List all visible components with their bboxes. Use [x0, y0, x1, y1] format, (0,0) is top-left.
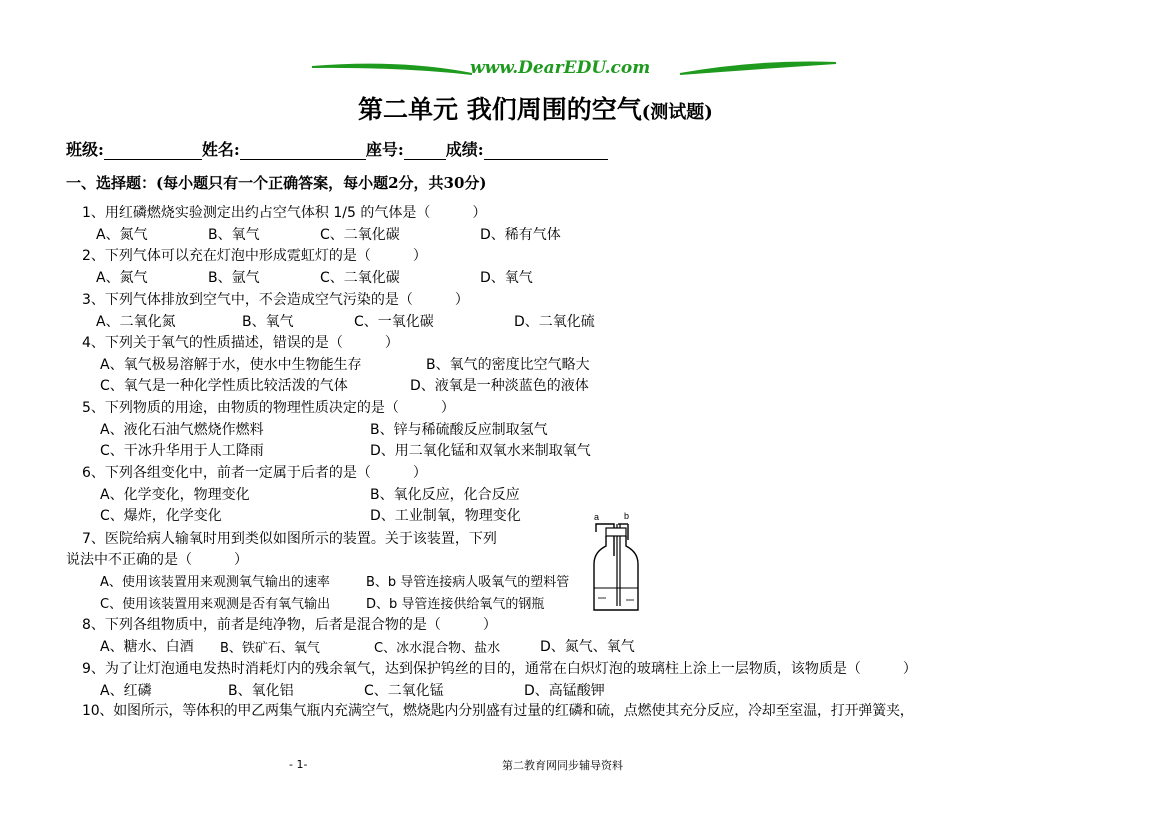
- site-logo-text: www.DearEDU.com: [470, 58, 651, 78]
- q5-option-a: A、液化石油气燃烧作燃料: [100, 422, 264, 438]
- q7-option-b: B、b 导管连接病人吸氧气的塑料管: [366, 575, 570, 590]
- q9-option-b: B、氧化铝: [228, 683, 294, 699]
- q3-option-c: C、一氧化碳: [354, 314, 434, 330]
- name-label: 姓名:: [201, 140, 240, 159]
- question-7-line-2: 说法中不正确的是（ ）: [66, 552, 248, 568]
- q8-option-b: B、铁矿石、氧气: [220, 641, 320, 656]
- q5-option-b: B、锌与稀硫酸反应制取氢气: [370, 422, 548, 438]
- q1-option-c: C、二氧化碳: [320, 227, 400, 243]
- q6-option-d: D、工业制氧，物理变化: [370, 508, 521, 524]
- q8-option-d: D、氮气、氧气: [540, 639, 635, 655]
- label-a: a: [594, 512, 600, 522]
- question-8: 8、下列各组物质中，前者是纯净物，后者是混合物的是（ ）: [82, 617, 497, 633]
- q2-option-a: A、氮气: [96, 270, 148, 286]
- right-swoosh: [680, 62, 836, 74]
- label-b: b: [624, 511, 630, 521]
- q7-option-a: A、使用该装置用来观测氧气输出的速率: [100, 575, 330, 590]
- title-suffix: (测试题): [641, 102, 713, 123]
- class-blank: [104, 143, 202, 160]
- page-number: - 1-: [289, 758, 308, 771]
- class-label: 班级:: [66, 140, 104, 159]
- q2-option-b: B、氩气: [208, 270, 260, 286]
- page-title: [358, 90, 713, 126]
- q9-option-c: C、二氧化锰: [364, 683, 444, 699]
- q5-option-d: D、用二氧化锰和双氧水来制取氧气: [370, 443, 591, 459]
- q7-option-c: C、使用该装置用来观测是否有氧气输出: [100, 597, 331, 612]
- q6-option-a: A、化学变化，物理变化: [100, 487, 250, 503]
- q4-option-d: D、液氧是一种淡蓝色的液体: [410, 378, 589, 394]
- q1-option-a: A、氮气: [96, 227, 148, 243]
- score-blank: [484, 143, 608, 160]
- score-label: 成绩:: [445, 140, 484, 159]
- q8-option-c: C、冰水混合物、盐水: [374, 641, 501, 656]
- q6-option-b: B、氧化反应，化合反应: [370, 487, 520, 503]
- q8-option-a: A、糖水、白酒: [100, 639, 194, 655]
- question-2: 2、下列气体可以充在灯泡中形成霓虹灯的是（ ）: [82, 248, 427, 264]
- q3-option-d: D、二氧化硫: [514, 314, 595, 330]
- student-info-row: [66, 137, 608, 160]
- q1-option-b: B、氧气: [208, 227, 260, 243]
- seat-label: 座号:: [365, 140, 404, 159]
- q9-option-d: D、高锰酸钾: [524, 683, 605, 699]
- section-heading: 一、选择题：(每小题只有一个正确答案，每小题2分，共30分): [66, 174, 487, 192]
- q2-option-c: C、二氧化碳: [320, 270, 400, 286]
- title-main: 第二单元 我们周围的空气: [358, 95, 642, 124]
- seat-blank: [404, 143, 446, 160]
- question-10: 10、如图所示，等体积的甲乙两集气瓶内充满空气，燃烧匙内分别盛有过量的红磷和硫，点燃使其充分反应，冷却至室温，打开弹簧夹，: [82, 703, 914, 719]
- left-swoosh: [312, 65, 472, 74]
- name-blank: [240, 143, 366, 160]
- q4-option-a: A、氧气极易溶解于水，使水中生物能生存: [100, 357, 362, 373]
- q2-option-d: D、氧气: [480, 270, 533, 286]
- question-5: 5、下列物质的用途，由物质的物理性质决定的是（ ）: [82, 400, 455, 416]
- q5-option-c: C、干冰升华用于人工降雨: [100, 443, 264, 459]
- q3-option-a: A、二氧化氮: [96, 314, 176, 330]
- footer-publisher: 第二教育网同步辅导资料: [502, 759, 623, 772]
- q7-option-d: D、b 导管连接供给氧气的钢瓶: [366, 597, 545, 612]
- question-9: 9、为了让灯泡通电发热时消耗灯内的残余氧气，达到保护钨丝的目的，通常在白炽灯泡的玻璃柱上涂上一层物质，该物质是（ ）: [82, 661, 917, 677]
- q3-option-b: B、氧气: [242, 314, 294, 330]
- question-4: 4、下列关于氧气的性质描述，错误的是（ ）: [82, 335, 399, 351]
- q4-option-b: B、氧气的密度比空气略大: [426, 357, 590, 373]
- question-1: 1、用红磷燃烧实验测定出约占空气体积 1/5 的气体是（ ）: [82, 205, 487, 221]
- gas-washing-bottle-figure: [588, 510, 644, 614]
- question-7-line-1: 7、医院给病人输氧时用到类似如图所示的装置。关于该装置，下列: [82, 531, 497, 547]
- question-3: 3、下列气体排放到空气中，不会造成空气污染的是（ ）: [82, 292, 469, 308]
- q4-option-c: C、氧气是一种化学性质比较活泼的气体: [100, 378, 348, 394]
- q1-option-d: D、稀有气体: [480, 227, 561, 243]
- q6-option-c: C、爆炸，化学变化: [100, 508, 222, 524]
- question-6: 6、下列各组变化中，前者一定属于后者的是（ ）: [82, 465, 427, 481]
- q9-option-a: A、红磷: [100, 683, 152, 699]
